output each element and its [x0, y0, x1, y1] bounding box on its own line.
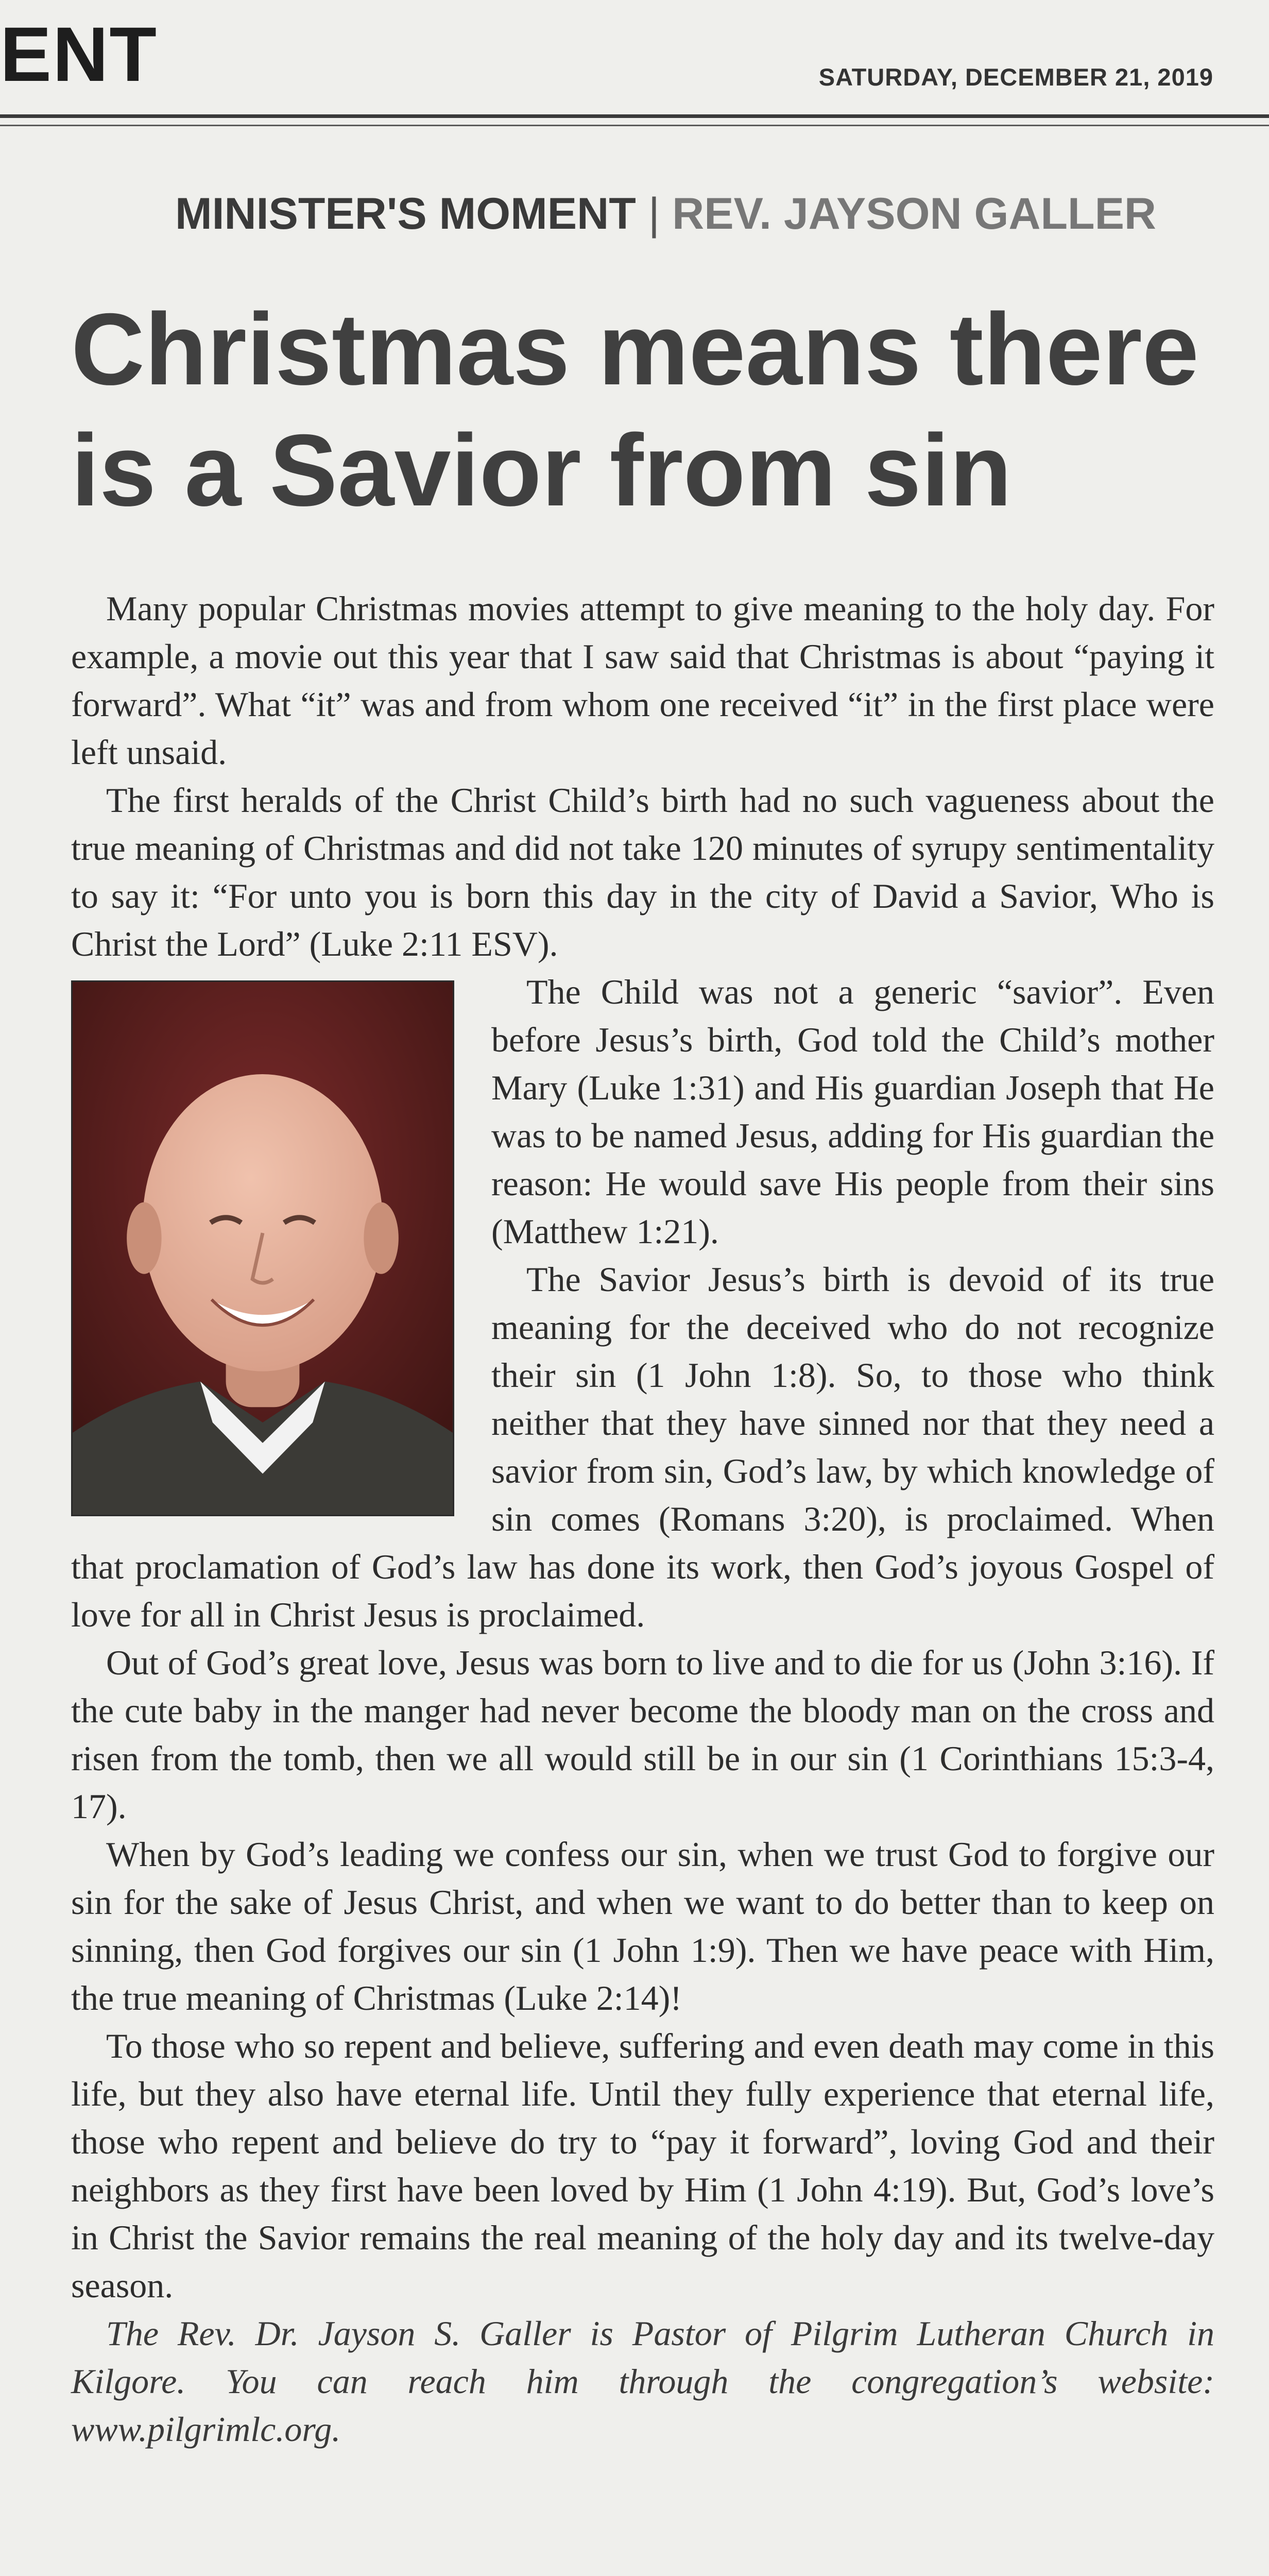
kicker-separator: |	[648, 189, 660, 239]
paragraph-4: The Savior Jesus’s birth is devoid of its true meaning for the deceived who do not recognize their sin (1 John 1:8). So, to those who think neither that they have sinned nor that they need a savior from sin, God’s law, by which knowledge of sin comes (Romans 3:20), is proclaimed. When that proclamation of God’s law has done its work, then God’s joyous Gospel of love for all in Christ Jesus is proclaimed.	[71, 1260, 1214, 1634]
author-portrait-icon	[73, 982, 453, 1515]
issue-date: SATURDAY, DECEMBER 21, 2019	[818, 63, 1213, 91]
article-body	[71, 585, 1214, 2453]
kicker-author: REV. JAYSON GALLER	[672, 189, 1157, 239]
paragraph-6: When by God’s leading we confess our sin, when we trust God to forgive our sin for the sake of Jesus Christ, and when we want to do better than to keep on sinning, then God forgives our sin (1 John 1:9). Then we have peace with Him, the true meaning of Christmas (Luke 2:14)!	[71, 1835, 1214, 2018]
paragraph-1: Many popular Christmas movies attempt to give meaning to the holy day. For example, a movie out this year that I saw said that Christmas is about “paying it forward”. What “it” was and from whom one received “it” in the first place were left unsaid.	[71, 589, 1214, 772]
kicker-label: MINISTER'S MOMENT	[175, 189, 636, 239]
paragraph-7: To those who so repent and believe, suffering and even death may come in this life, but they also have eternal life. Until they fully experience that eternal life, those who repent and believe do try to “pay it forward”, loving God and their neighbors as they first have been loved by Him (1 John 4:19). But, God’s love’s in Christ the Savior remains the real meaning of the holy day and its twelve-day season.	[71, 2026, 1214, 2305]
author-credit: The Rev. Dr. Jayson S. Galler is Pastor of Pilgrim Lutheran Church in Kilgore. You can reach him through the congregation’s website: www.pilgrimlc.org.	[71, 2314, 1214, 2449]
paragraph-3: The Child was not a generic “savior”. Even before Jesus’s birth, God told the Child’s mother Mary (Luke 1:31) and His guardian Joseph that He was to be named Jesus, adding for His guardian the reason: He would save His people from their sins (Matthew 1:21).	[491, 972, 1214, 1251]
column-kicker	[175, 188, 1156, 240]
paragraph-5: Out of God’s great love, Jesus was born to live and to die for us (John 3:16). If the cute baby in the manger had never become the bloody man on the cross and risen from the tomb, then we all would still be in our sin (1 Corinthians 15:3-4, 17).	[71, 1643, 1214, 1826]
header-rule	[0, 114, 1269, 118]
paragraph-2-text: The first heralds of the Christ Child’s birth had no such vagueness about the true meaning of Christmas and did not take 120 minutes of syrupy sentimentality to say it: “For unto you is born this day in the city of David a Savior, Who is Christ the Lord” (Luke 2:11 ESV).	[71, 781, 1214, 963]
paragraph-2	[71, 776, 1214, 968]
article-headline: Christmas means there is a Savior from sin	[71, 292, 1199, 527]
author-photo	[71, 980, 454, 1516]
section-tag: ENT	[0, 11, 158, 97]
header-rule-thin	[0, 125, 1269, 126]
